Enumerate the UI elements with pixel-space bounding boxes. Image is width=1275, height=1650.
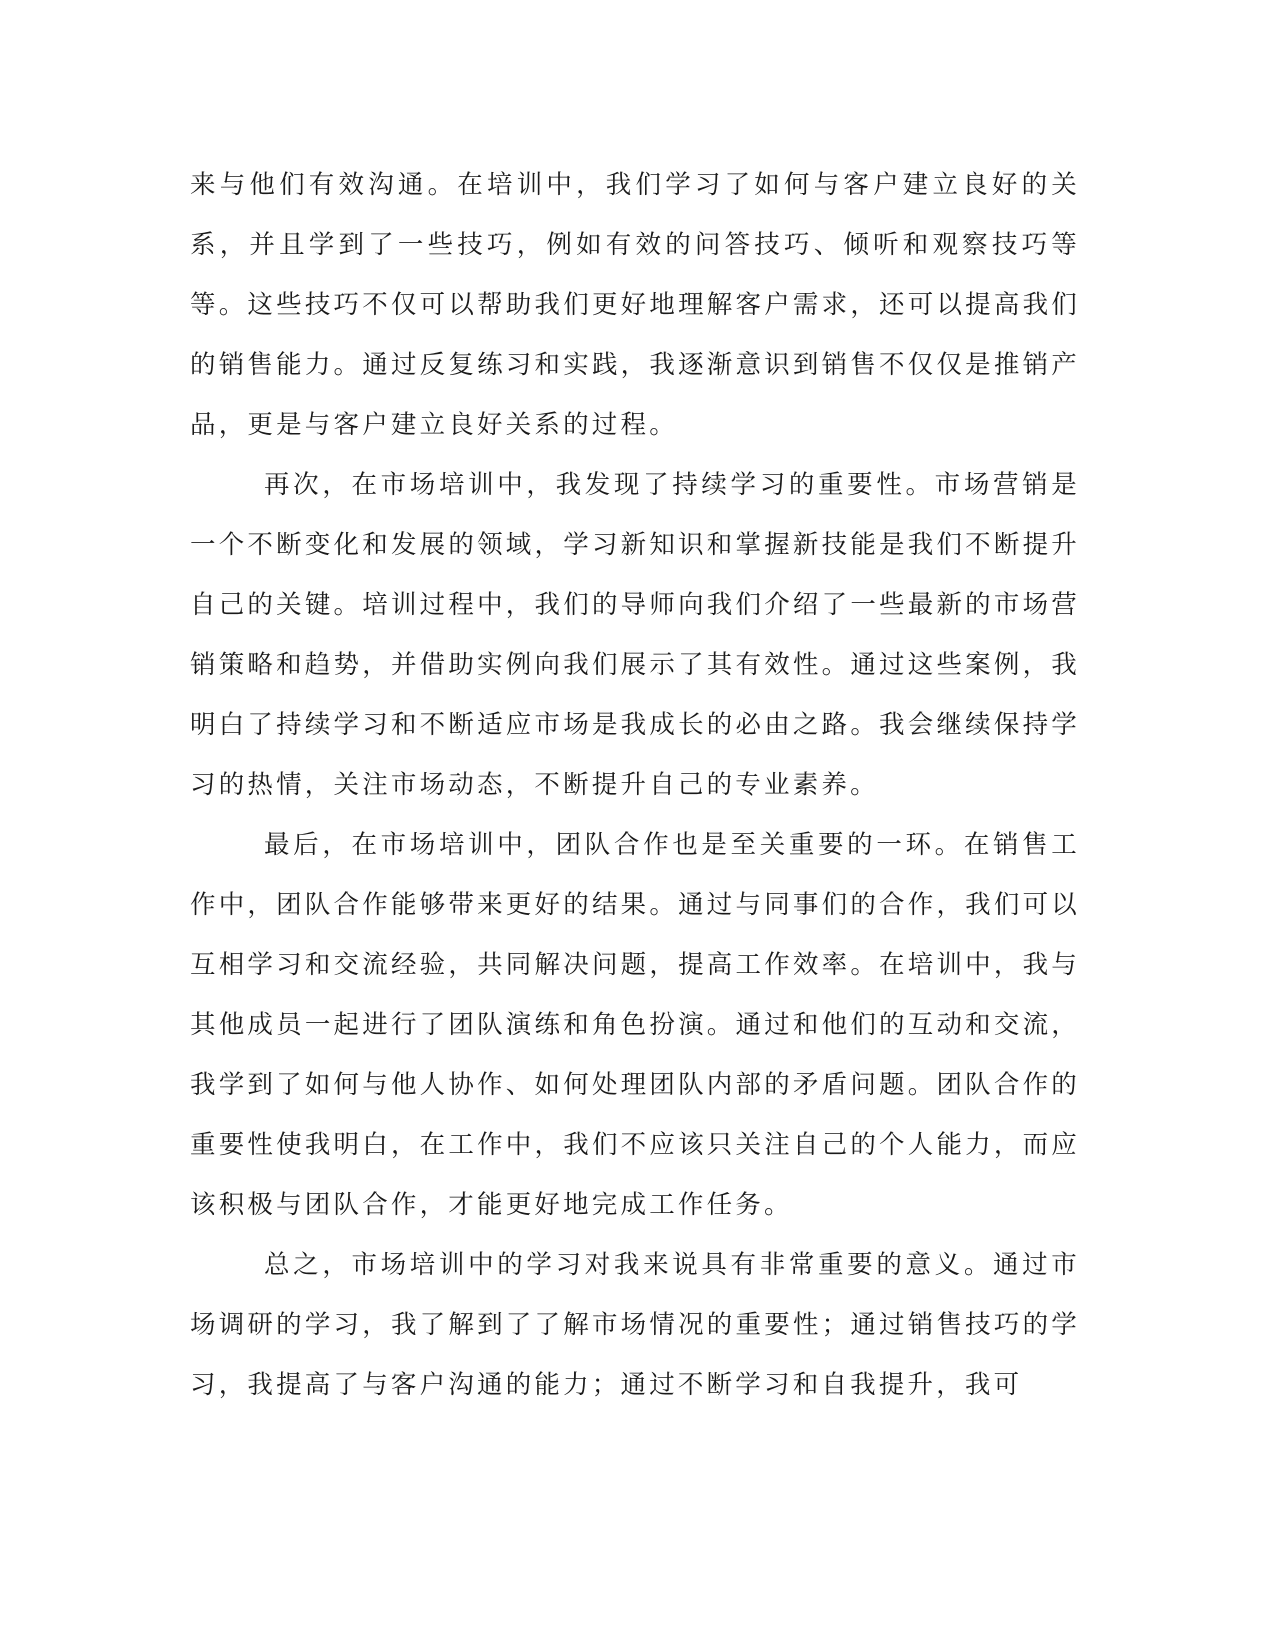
paragraph-3: 最后，在市场培训中，团队合作也是至关重要的一环。在销售工作中，团队合作能够带来更好的结果。通过与同事们的合作，我们可以互相学习和交流经验，共同解决问题，提高工作效率。在培训中，我与其他成员一起进行了团队演练和角色扮演。通过和他们的互动和交流，我学到了如何与他人协作、如何处理团队内部的矛盾问题。团队合作的重要性使我明白，在工作中，我们不应该只关注自己的个人能力，而应该积极与团队合作，才能更好地完成工作任务。 — [190, 830, 1080, 1220]
body-text — [190, 155, 1080, 1415]
paragraph-1: 来与他们有效沟通。在培训中，我们学习了如何与客户建立良好的关系，并且学到了一些技巧，例如有效的问答技巧、倾听和观察技巧等等。这些技巧不仅可以帮助我们更好地理解客户需求，还可以提高我们的销售能力。通过反复练习和实践，我逐渐意识到销售不仅仅是推销产品，更是与客户建立良好关系的过程。 — [190, 170, 1080, 440]
paragraph-2: 再次，在市场培训中，我发现了持续学习的重要性。市场营销是一个不断变化和发展的领域，学习新知识和掌握新技能是我们不断提升自己的关键。培训过程中，我们的导师向我们介绍了一些最新的市场营销策略和趋势，并借助实例向我们展示了其有效性。通过这些案例，我明白了持续学习和不断适应市场是我成长的必由之路。我会继续保持学习的热情，关注市场动态，不断提升自己的专业素养。 — [190, 470, 1080, 800]
paragraph-4: 总之，市场培训中的学习对我来说具有非常重要的意义。通过市场调研的学习，我了解到了了解市场情况的重要性；通过销售技巧的学习，我提高了与客户沟通的能力；通过不断学习和自我提升，我可 — [190, 1250, 1080, 1400]
